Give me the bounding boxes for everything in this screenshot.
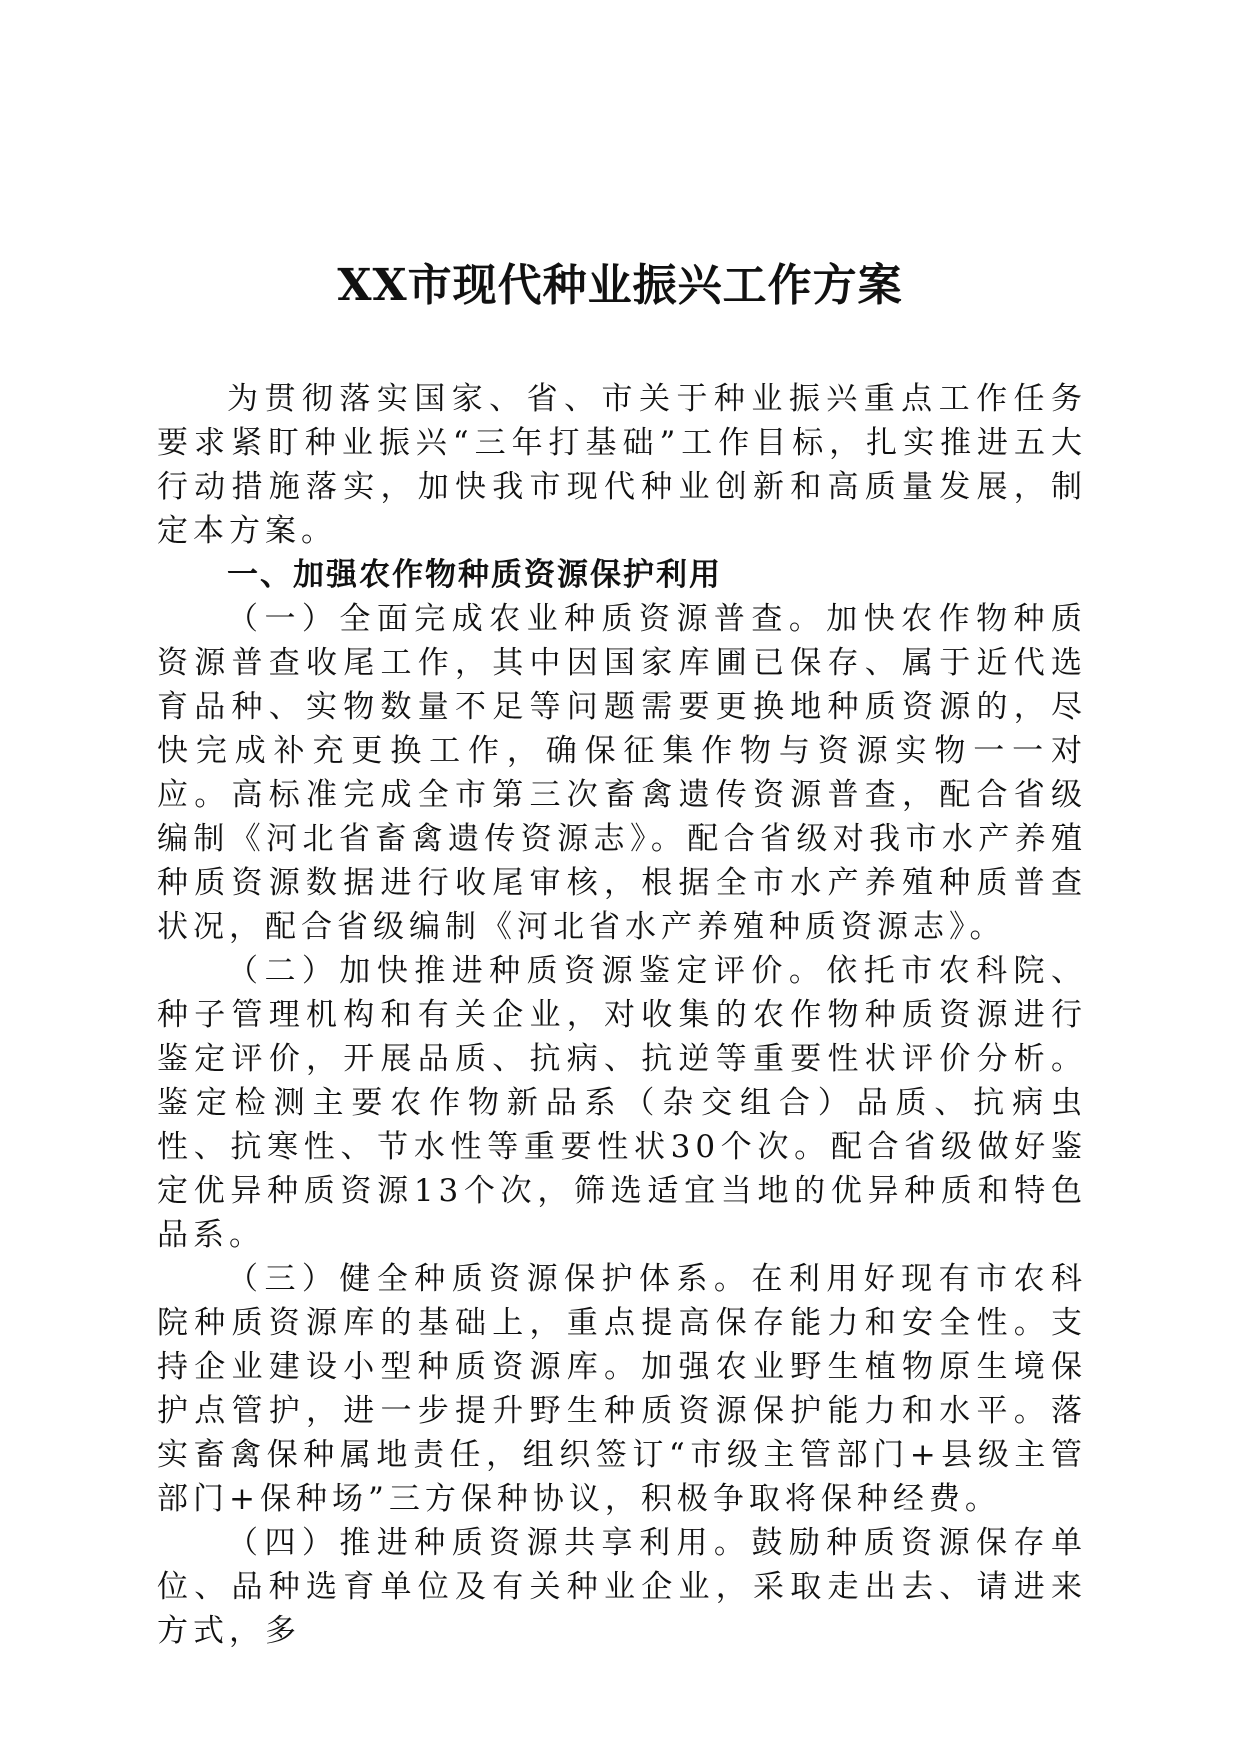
intro-paragraph: 为贯彻落实国家、省、市关于种业振兴重点工作任务要求紧盯种业振兴“三年打基础”工作目标，扎实推进五大行动措施落实，加快我市现代种业创新和高质量发展，制定本方案。	[157, 381, 1087, 549]
body-paragraph-3: （三）健全种质资源保护体系。在利用好现有市农科院种质资源库的基础上，重点提高保存能力和安全性。支持企业建设小型种质资源库。加强农业野生植物原生境保护点管护，进一步提升野生种质资源保护能力和水平。落实畜禽保种属地责任，组织签订“市级主管部门+县级主管部门+保种场”三方保种协议，积极争取将保种经费。	[157, 1261, 1087, 1517]
section-heading: 一、加强农作物种质资源保护利用	[227, 557, 722, 593]
body-paragraph-2: （二）加快推进种质资源鉴定评价。依托市农科院、种子管理机构和有关企业，对收集的农作物种质资源进行鉴定评价，开展品质、抗病、抗逆等重要性状评价分析。鉴定检测主要农作物新品系（杂交组合）品质、抗病虫性、抗寒性、节水性等重要性状30个次。配合省级做好鉴定优异种质资源13个次，筛选适宜当地的优异种质和特色品系。	[157, 953, 1087, 1253]
body-paragraph-4: （四）推进种质资源共享利用。鼓励种质资源保存单位、品种选育单位及有关种业企业，采取走出去、请进来方式，多	[157, 1525, 1087, 1649]
document-body	[157, 377, 1087, 1653]
body-paragraph-1: （一）全面完成农业种质资源普查。加快农作物种质资源普查收尾工作，其中因国家库圃已保存、属于近代选育品种、实物数量不足等问题需要更换地种质资源的，尽快完成补充更换工作，确保征集作物与资源实物一一对应。高标准完成全市第三次畜禽遗传资源普查，配合省级编制《河北省畜禽遗传资源志》。配合省级对我市水产养殖种质资源数据进行收尾审核，根据全市水产养殖种质普查状况，配合省级编制《河北省水产养殖种质资源志》。	[157, 601, 1087, 945]
document-title: XX市现代种业振兴工作方案	[337, 260, 903, 311]
